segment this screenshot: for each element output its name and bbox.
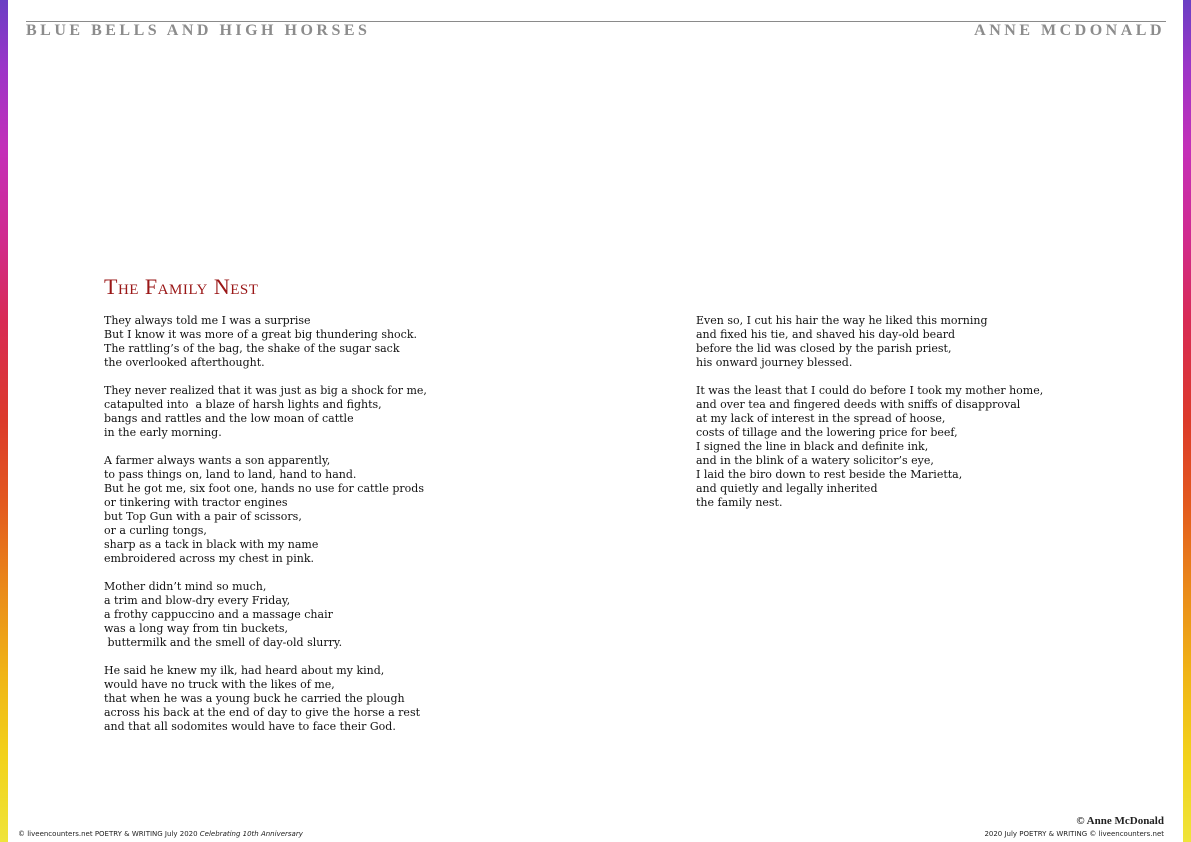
poem-line: and quietly and legally inherited: [696, 482, 878, 495]
poem-line: and that all sodomites would have to face their God.: [104, 720, 396, 733]
poem-line: buttermilk and the smell of day-old slurry.: [104, 636, 343, 649]
poem-line: at my lack of interest in the spread of hoose,: [696, 412, 946, 425]
poem-line: was a long way from tin buckets,: [104, 622, 289, 635]
poem-line: They always told me I was a surprise: [104, 314, 311, 327]
header-publication-title: BLUE BELLS AND HIGH HORSES: [26, 22, 371, 39]
poem-line: before the lid was closed by the parish priest,: [696, 342, 952, 355]
footer-left-text: © liveencounters.net POETRY & WRITING July 2020: [18, 830, 200, 838]
poem-line: But he got me, six foot one, hands no use for cattle prods: [104, 482, 424, 495]
poem-line: or tinkering with tractor engines: [104, 496, 288, 509]
poem-line: He said he knew my ilk, had heard about my kind,: [104, 664, 385, 677]
poem-title: The Family Nest: [104, 274, 259, 299]
poem-line: embroidered across my chest in pink.: [104, 552, 314, 565]
poem-line: in the early morning.: [104, 426, 222, 439]
poem-line: I signed the line in black and definite ink,: [696, 440, 929, 453]
poem-line: a trim and blow-dry every Friday,: [104, 594, 291, 607]
poem-line: A farmer always wants a son apparently,: [104, 454, 331, 467]
rainbow-edge-left: [0, 0, 8, 842]
stanza: [104, 664, 524, 734]
header-author-name: ANNE MCDONALD: [974, 22, 1165, 39]
poem-line: They never realized that it was just as big a shock for me,: [104, 384, 427, 397]
poem-column-right: [696, 314, 1116, 524]
poem-line: but Top Gun with a pair of scissors,: [104, 510, 302, 523]
poem-line: The rattling’s of the bag, the shake of the sugar sack: [104, 342, 400, 355]
poem-line: that when he was a young buck he carried the plough: [104, 692, 405, 705]
poem-line: It was the least that I could do before I took my mother home,: [696, 384, 1044, 397]
footer-left-italic: Celebrating 10th Anniversary: [199, 830, 303, 838]
poem-line: the overlooked afterthought.: [104, 356, 265, 369]
poem-line: across his back at the end of day to give the horse a rest: [104, 706, 421, 719]
poem-line: catapulted into a blaze of harsh lights and fights,: [104, 398, 382, 411]
poem-line: Even so, I cut his hair the way he liked this morning: [696, 314, 988, 327]
poem-line: and over tea and fingered deeds with sniffs of disapproval: [696, 398, 1021, 411]
poem-line: to pass things on, land to land, hand to hand.: [104, 468, 357, 481]
poem-line: or a curling tongs,: [104, 524, 207, 537]
stanza: [104, 580, 524, 650]
stanza: [104, 454, 524, 566]
stanza: [696, 384, 1116, 510]
poem-line: a frothy cappuccino and a massage chair: [104, 608, 333, 621]
poem-line: would have no truck with the likes of me,: [104, 678, 335, 691]
rainbow-edge-right: [1183, 0, 1191, 842]
poem-line: sharp as a tack in black with my name: [104, 538, 319, 551]
poem-line: and in the blink of a watery solicitor’s eye,: [696, 454, 934, 467]
copyright-notice: © Anne McDonald: [1076, 815, 1164, 827]
footer-left: [18, 830, 303, 838]
poem-column-left: [104, 314, 524, 748]
poem-line: But I know it was more of a great big thundering shock.: [104, 328, 418, 341]
footer-right: 2020 July POETRY & WRITING © liveencounters.net: [984, 830, 1164, 838]
stanza: [104, 314, 524, 370]
poem-line: his onward journey blessed.: [696, 356, 853, 369]
poem-line: costs of tillage and the lowering price for beef,: [696, 426, 958, 439]
poem-line: bangs and rattles and the low moan of cattle: [104, 412, 354, 425]
stanza: [696, 314, 1116, 370]
stanza: [104, 384, 524, 440]
poem-line: Mother didn’t mind so much,: [104, 580, 267, 593]
poem-line: I laid the biro down to rest beside the Marietta,: [696, 468, 963, 481]
poem-line: and fixed his tie, and shaved his day-old beard: [696, 328, 956, 341]
poem-line: the family nest.: [696, 496, 783, 509]
